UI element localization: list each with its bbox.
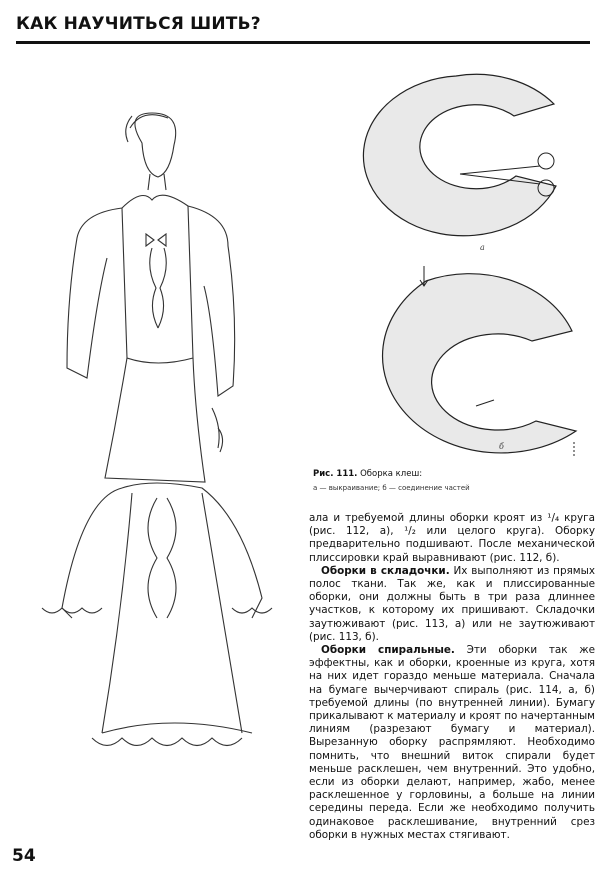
caption-title-bold: Рис. 111. [313, 469, 358, 479]
page-header-title: КАК НАУЧИТЬСЯ ШИТЬ? [16, 14, 261, 34]
figure-111-ruffle-diagram [316, 66, 594, 466]
figure-label-a: а [480, 243, 485, 252]
figure-label-b: б [499, 442, 504, 451]
body-text [309, 512, 595, 842]
paragraph-3 [309, 644, 595, 842]
caption-title-rest: Оборка клеш: [357, 469, 423, 479]
page-number: 54 [12, 846, 36, 866]
header-rule [16, 41, 590, 44]
caption-title [313, 467, 593, 481]
paragraph-1: ала и требуемой длины оборки кроят из ¹/₄ круга (рис. 112, а), ¹/₂ или целого круга). Оборку предварительно подшивают. После механической плиссировки край выравнивают (рис. 112, б). [309, 512, 595, 564]
paragraph-3-heading: Оборки спиральные. [321, 644, 455, 657]
paragraph-2 [309, 565, 595, 644]
paragraph-2-body: Их выполняют из прямых полос ткани. Так же, как и плиссированные оборки, они должны быть в три раза длиннее участков, к которому их пришивают. Складочки заутюживают (рис. 113, а) или не заутюживают (рис. 113, б). [309, 564, 595, 643]
dress-illustration [22, 108, 292, 808]
paragraph-3-body: Эти оборки так же эффектны, как и оборки, кроенные из круга, хотя на них идет гораздо меньше материала. Сначала на бумаге вычерчивают спираль (рис. 114, а, б) требуемой длины (по внутренней линии). Бумагу прикалывают к материалу и кроят по начертанным линиям (разрезают бумагу и материал). Вырезанную оборку распрямляют. Необходимо помнить, что внешний виток спирали будет меньше расклешен, чем внутренний. Это удобно, если из оборки делают, например, жабо, менее расклешенное у горловины, а больше на линии середины переда. Если же необходимо получить одинаковое расклешивание, внутренний срез оборки в нужных местах стягивают. [309, 644, 596, 841]
caption-legend: а — выкраивание; б — соединение частей [313, 484, 470, 492]
figure-caption [313, 467, 593, 495]
paragraph-2-heading: Оборки в складочки. [321, 564, 450, 577]
